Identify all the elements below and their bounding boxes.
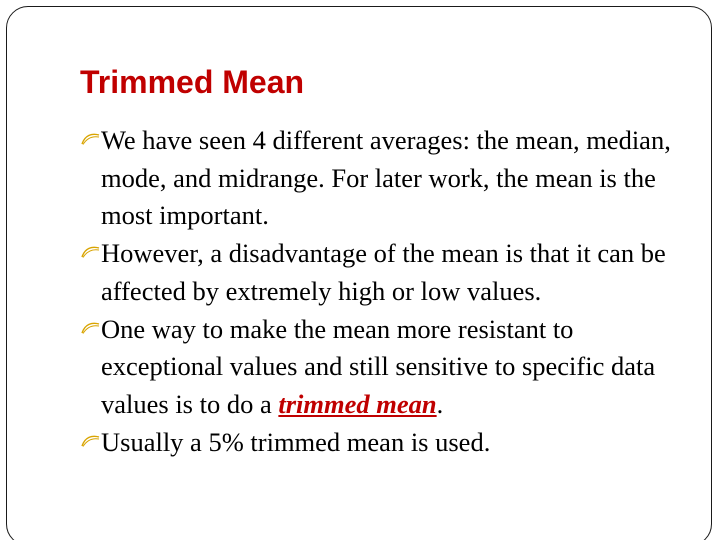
bullet-item — [80, 122, 690, 235]
ribbon-swoosh-icon — [80, 321, 100, 335]
bullet-item — [80, 235, 690, 310]
bullet-list — [80, 122, 690, 461]
bullet-text: Usually a 5% trimmed mean is used. — [101, 426, 491, 457]
ribbon-swoosh-icon — [80, 434, 100, 448]
bullet-item — [80, 311, 690, 424]
ribbon-swoosh-icon — [80, 245, 100, 259]
bullet-text-end: . — [436, 388, 444, 419]
bullet-text: However, a disadvantage of the mean is that it can be affected by extremely high or low values. — [101, 238, 666, 306]
slide-title: Trimmed Mean — [80, 64, 305, 100]
bullet-item — [80, 424, 690, 462]
ribbon-swoosh-icon — [80, 132, 100, 146]
emphasized-term: trimmed mean — [278, 388, 437, 419]
bullet-text: We have seen 4 different averages: the mean, median, mode, and midrange. For later work, the mean is the most important. — [101, 125, 671, 231]
bullet-text: One way to make the mean more resistant to exceptional values and still sensitive to specific data values is to do a — [101, 313, 656, 419]
